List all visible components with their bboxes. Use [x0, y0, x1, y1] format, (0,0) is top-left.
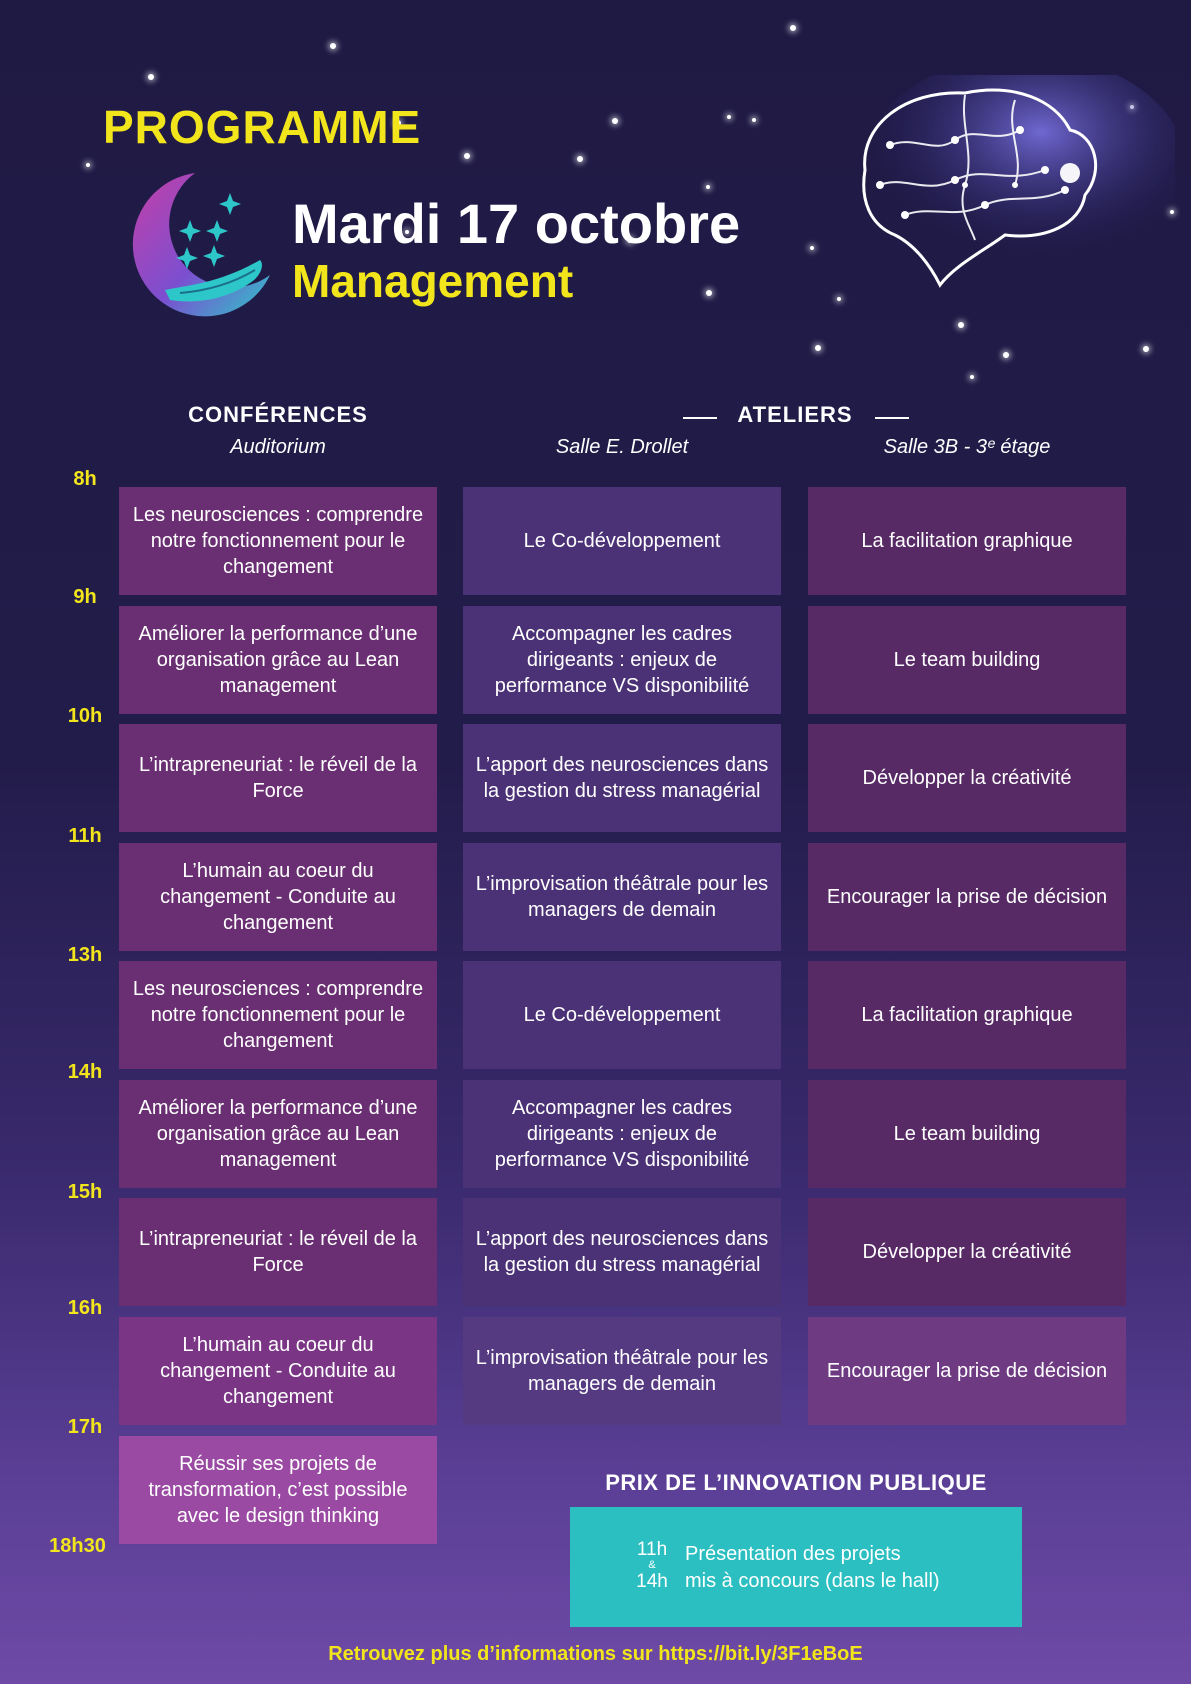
- auditorium-label: Auditorium: [230, 436, 326, 458]
- hour-label: 10h: [67, 705, 103, 727]
- session-cell-salle3b: La facilitation graphique: [808, 961, 1126, 1069]
- hour-label: 15h: [67, 1181, 103, 1203]
- session-cell-salle3b: Le team building: [808, 1080, 1126, 1188]
- hour-label: 9h: [73, 586, 97, 608]
- session-cell-drollet: Accompagner les cadres dirigeants : enjeux de performance VS disponibilité: [463, 1080, 781, 1188]
- session-cell-conference: Les neurosciences : comprendre notre fonctionnement pour le changement: [119, 961, 437, 1069]
- session-cell-salle3b: Développer la créativité: [808, 724, 1126, 832]
- prize-times: [628, 1540, 676, 1591]
- prize-line-2: mis à concours (dans le hall): [685, 1570, 940, 1592]
- session-cell-drollet: L’improvisation théâtrale pour les managers de demain: [463, 1317, 781, 1425]
- prize-title: PRIX DE L’INNOVATION PUBLIQUE: [605, 1470, 987, 1495]
- brain-illustration-icon: [845, 75, 1175, 325]
- hour-label: 8h: [73, 468, 97, 490]
- prize-ampersand: &: [648, 1559, 656, 1571]
- session-cell-conference: L’intrapreneuriat : le réveil de la Force: [119, 724, 437, 832]
- ateliers-left-dash: [683, 417, 717, 419]
- prize-line-1: Présentation des projets: [685, 1543, 901, 1565]
- session-cell-conference: L’humain au coeur du changement - Conduite au changement: [119, 843, 437, 951]
- ateliers-right-dash: [875, 417, 909, 419]
- prize-description: [685, 1541, 940, 1595]
- hour-label: 13h: [67, 944, 103, 966]
- session-cell-drollet: Accompagner les cadres dirigeants : enjeux de performance VS disponibilité: [463, 606, 781, 714]
- prize-time-2: 14h: [636, 1571, 668, 1592]
- salle-3b-label: Salle 3B - 3ᵉ étage: [883, 436, 1051, 458]
- session-cell-conference: L’humain au coeur du changement - Conduite au changement: [119, 1317, 437, 1425]
- hour-label: 11h: [68, 825, 102, 847]
- session-cell-salle3b: Encourager la prise de décision: [808, 1317, 1126, 1425]
- session-cell-conference: Les neurosciences : comprendre notre fonctionnement pour le changement: [119, 487, 437, 595]
- hour-label: 16h: [67, 1297, 103, 1319]
- event-theme: Management: [292, 255, 574, 307]
- conferences-header: CONFÉRENCES: [188, 402, 368, 427]
- session-cell-conference: Améliorer la performance d’une organisation grâce au Lean management: [119, 606, 437, 714]
- session-cell-drollet: L’apport des neurosciences dans la gestion du stress managérial: [463, 1198, 781, 1306]
- moon-hand-logo-icon: [110, 165, 280, 325]
- programme-title: PROGRAMME: [103, 101, 422, 153]
- session-cell-closing: Réussir ses projets de transformation, c’est possible avec le design thinking: [119, 1436, 437, 1544]
- session-cell-salle3b: Encourager la prise de décision: [808, 843, 1126, 951]
- footer-info-link[interactable]: Retrouvez plus d’informations sur https://bit.ly/3F1eBoE: [328, 1643, 863, 1665]
- prize-time-1: 11h: [636, 1539, 668, 1560]
- session-cell-salle3b: Le team building: [808, 606, 1126, 714]
- hour-label: 18h30: [49, 1535, 106, 1557]
- hour-label: 17h: [67, 1416, 103, 1438]
- ateliers-header: ATELIERS: [737, 402, 853, 427]
- hour-label: 14h: [67, 1061, 103, 1083]
- session-cell-conference: L’intrapreneuriat : le réveil de la Force: [119, 1198, 437, 1306]
- session-cell-drollet: L’apport des neurosciences dans la gestion du stress managérial: [463, 724, 781, 832]
- session-cell-salle3b: La facilitation graphique: [808, 487, 1126, 595]
- session-cell-salle3b: Développer la créativité: [808, 1198, 1126, 1306]
- session-cell-drollet: Le Co-développement: [463, 961, 781, 1069]
- session-cell-drollet: L’improvisation théâtrale pour les managers de demain: [463, 843, 781, 951]
- event-date: Mardi 17 octobre: [292, 192, 741, 255]
- session-cell-conference: Améliorer la performance d’une organisation grâce au Lean management: [119, 1080, 437, 1188]
- session-cell-drollet: Le Co-développement: [463, 487, 781, 595]
- salle-drollet-label: Salle E. Drollet: [555, 436, 689, 458]
